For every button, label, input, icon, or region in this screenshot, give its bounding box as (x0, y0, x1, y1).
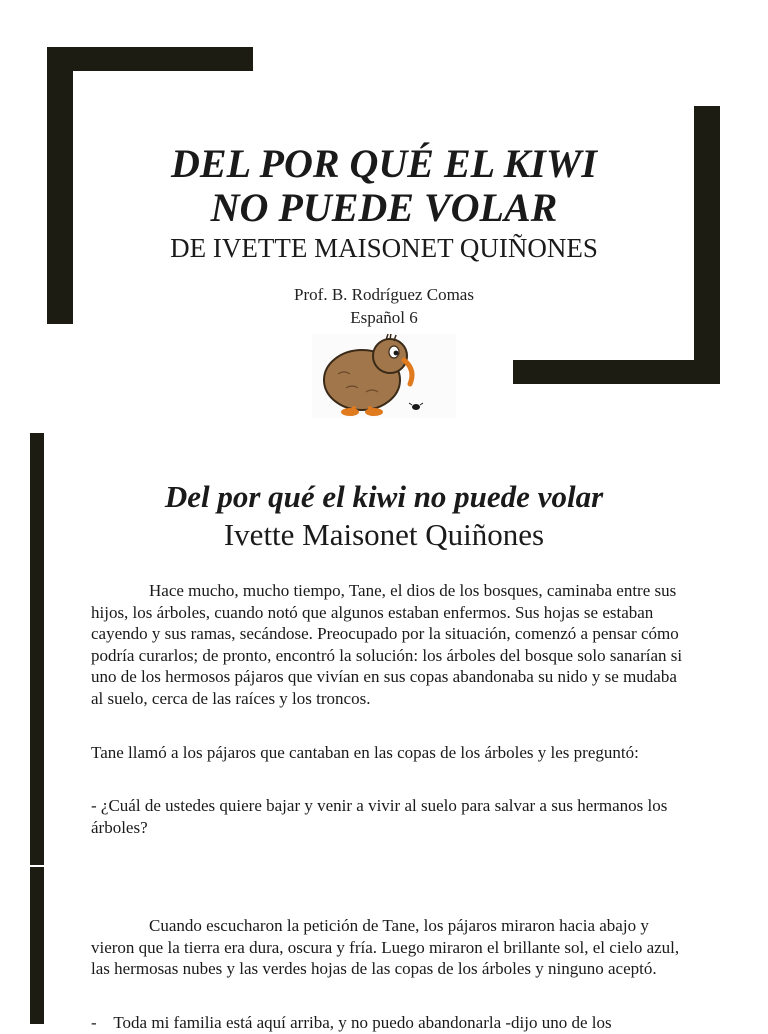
story-paragraph-1: Hace mucho, mucho tiempo, Tane, el dios de los bosques, caminaba entre sus hijos, los árboles, cuando notó que algunos estaban enfermos. Sus hojas se estaban cayendo y sus ramas, secándose. Preocupado por la situación, comenzó a pensar cómo podría curarlos; de pronto, encontró la solución: los árboles del bosque solo sanarían si uno de los hermosos pájaros que vivían en sus copas abandonaba su nido y se mudaba al suelo, cerca de las raíces y los troncos. (91, 581, 683, 708)
document-author: Ivette Maisonet Quiñones (223, 517, 545, 552)
story-paragraph-4: Cuando escucharon la petición de Tane, los pájaros miraron hacia abajo y vieron que la tierra era dura, oscura y fría. Luego miraron el brillante sol, el cielo azul, las hermosas nubes y las verdes hojas de las copas de los árboles y ninguno aceptó. (91, 916, 680, 978)
slide-credits (60, 283, 708, 329)
course-name: Español 6 (350, 308, 418, 327)
slide-title-line-2: NO PUEDE VOLAR (210, 185, 558, 230)
slide-title (60, 142, 708, 230)
title-slide (0, 0, 768, 430)
frame-bracket-bottom-right-horizontal (513, 360, 720, 384)
story-paragraph-2: Tane llamó a los pájaros que cantaban en las copas de los árboles y les preguntó: (91, 743, 639, 762)
story-paragraph-5: - Toda mi familia está aquí arriba, y no puedo abandonarla -dijo uno de los (91, 1013, 612, 1032)
slide-subtitle: DE IVETTE MAISONET QUIÑONES (170, 233, 598, 263)
frame-bracket-top-left-horizontal (47, 47, 253, 71)
document-title: Del por qué el kiwi no puede volar (164, 479, 604, 514)
slide-left-bar-lower (30, 867, 44, 1024)
story-paragraph-3: - ¿Cuál de ustedes quiere bajar y venir a vivir al suelo para salvar a sus hermanos los árboles? (91, 796, 668, 837)
professor-name: Prof. B. Rodríguez Comas (294, 285, 474, 304)
slide-title-line-1: DEL POR QUÉ EL KIWI (171, 141, 597, 186)
slide-left-bar-upper (30, 433, 44, 865)
kiwi-bird-image (312, 334, 456, 418)
